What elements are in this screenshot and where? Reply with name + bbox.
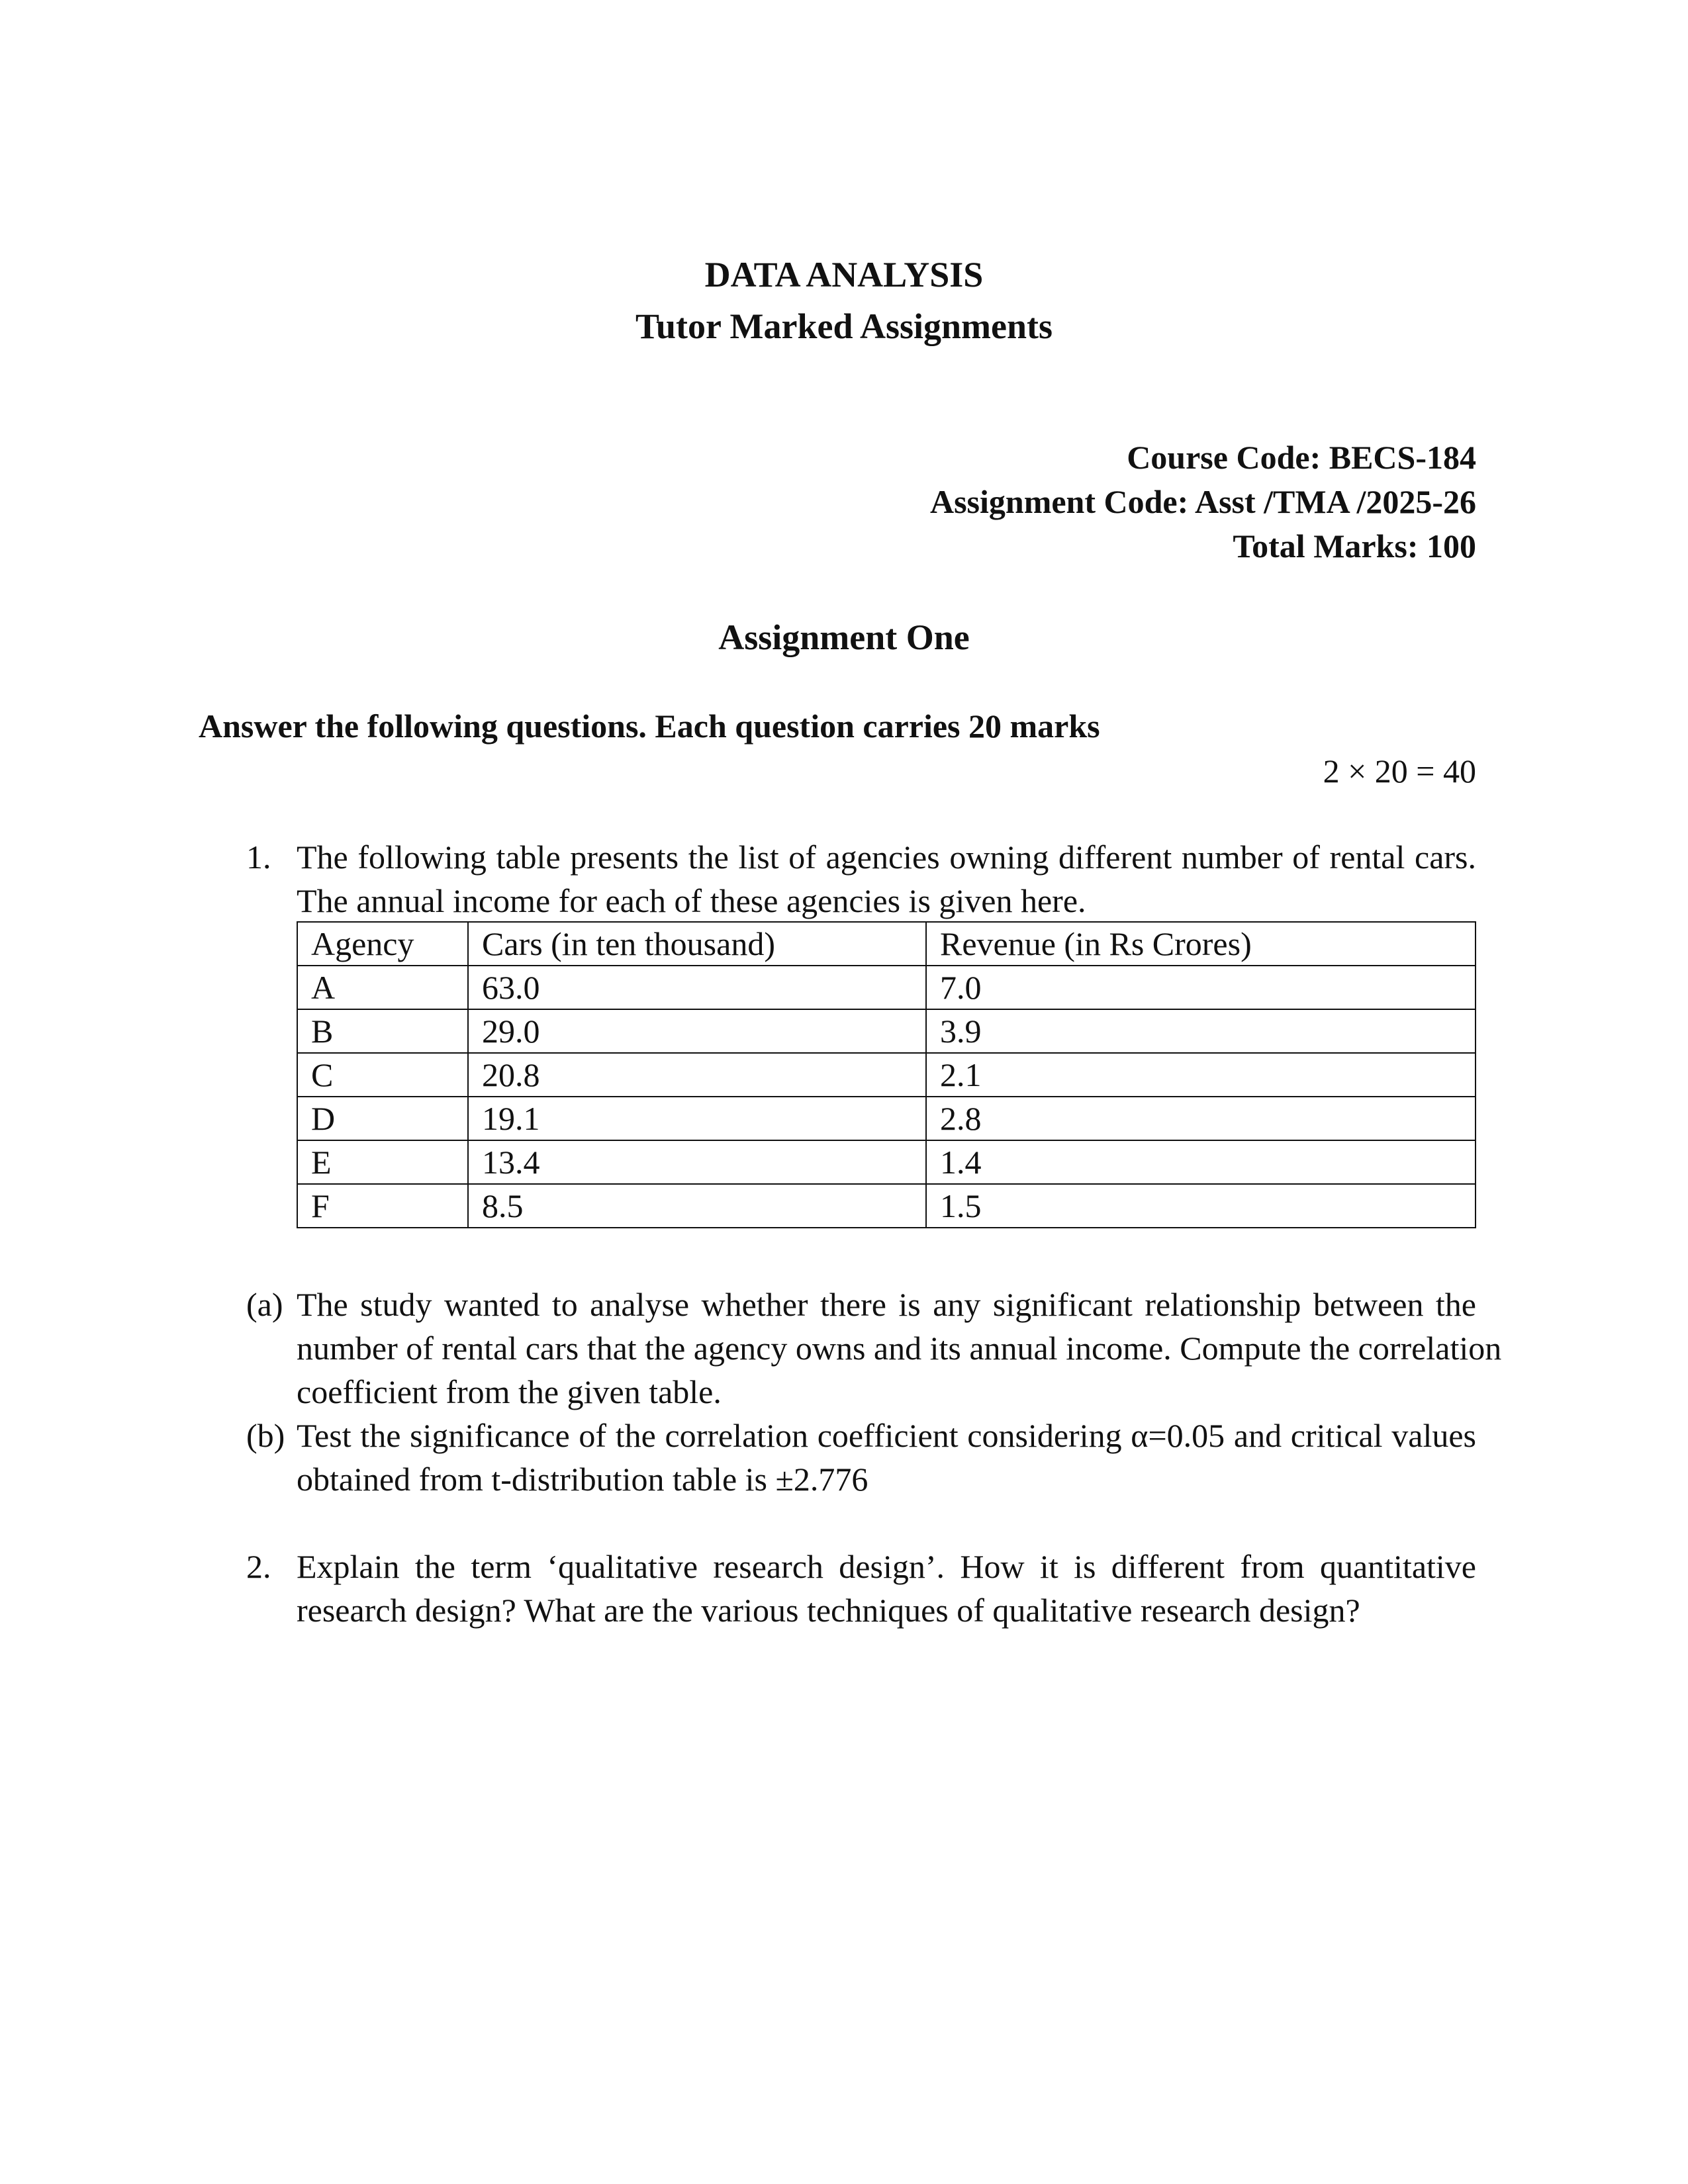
question-1-number: 1.	[246, 839, 271, 876]
total-marks: Total Marks: 100	[1233, 527, 1476, 565]
table-header-cell: Agency	[297, 922, 468, 966]
course-code: Course Code: BECS-184	[1127, 439, 1476, 476]
table-cell: F	[297, 1184, 468, 1228]
assignment-code: Assignment Code: Asst /TMA /2025-26	[929, 483, 1476, 520]
part-a-line3: coefficient from the given table.	[297, 1373, 722, 1410]
table-cell: 19.1	[468, 1097, 926, 1140]
table-cell: E	[297, 1140, 468, 1184]
table-cell: 8.5	[468, 1184, 926, 1228]
part-a-line2: number of rental cars that the agency owns and its annual income. Compute the correlation	[297, 1330, 1502, 1367]
table-cell: D	[297, 1097, 468, 1140]
table-cell: 63.0	[468, 966, 926, 1009]
table-cell: 2.1	[926, 1053, 1476, 1097]
marks-formula: 2 × 20 = 40	[1323, 752, 1476, 790]
table-cell: 29.0	[468, 1009, 926, 1053]
part-a-label: (a)	[246, 1286, 283, 1323]
table-header-cell: Revenue (in Rs Crores)	[926, 922, 1476, 966]
table-row	[297, 1184, 1476, 1228]
part-b-line2: obtained from t-distribution table is ±2.776	[297, 1461, 868, 1498]
table-cell: 13.4	[468, 1140, 926, 1184]
table-row	[297, 1140, 1476, 1184]
part-b-line1: Test the significance of the correlation coefficient considering α=0.05 and critical values	[297, 1417, 1476, 1454]
question-1-text-line1: The following table presents the list of agencies owning different number of rental cars.	[297, 839, 1476, 876]
assignment-title: Assignment One	[718, 617, 970, 657]
table-header-cell: Cars (in ten thousand)	[468, 922, 926, 966]
question-2-number: 2.	[246, 1548, 271, 1585]
table-header-row	[297, 922, 1476, 966]
table-row	[297, 1009, 1476, 1053]
table-cell: A	[297, 966, 468, 1009]
table-cell: 1.5	[926, 1184, 1476, 1228]
question-1-text-line2: The annual income for each of these agencies is given here.	[297, 882, 1086, 919]
rental-agencies-table	[297, 921, 1476, 1228]
part-b-label: (b)	[246, 1417, 285, 1454]
table-row	[297, 966, 1476, 1009]
instructions: Answer the following questions. Each question carries 20 marks	[199, 707, 1100, 745]
table-row	[297, 1097, 1476, 1140]
table-cell: 7.0	[926, 966, 1476, 1009]
table-cell: C	[297, 1053, 468, 1097]
question-2-line2: research design? What are the various techniques of qualitative research design?	[297, 1592, 1360, 1629]
table-cell: 3.9	[926, 1009, 1476, 1053]
table-cell: 20.8	[468, 1053, 926, 1097]
document-title: DATA ANALYSIS	[704, 255, 984, 295]
part-a-line1: The study wanted to analyse whether there is any significant relationship between the	[297, 1286, 1476, 1323]
table-cell: B	[297, 1009, 468, 1053]
question-2-line1: Explain the term ‘qualitative research design’. How it is different from quantitative	[297, 1548, 1476, 1585]
table-cell: 2.8	[926, 1097, 1476, 1140]
document-subtitle: Tutor Marked Assignments	[635, 306, 1053, 346]
table-cell: 1.4	[926, 1140, 1476, 1184]
table-row	[297, 1053, 1476, 1097]
